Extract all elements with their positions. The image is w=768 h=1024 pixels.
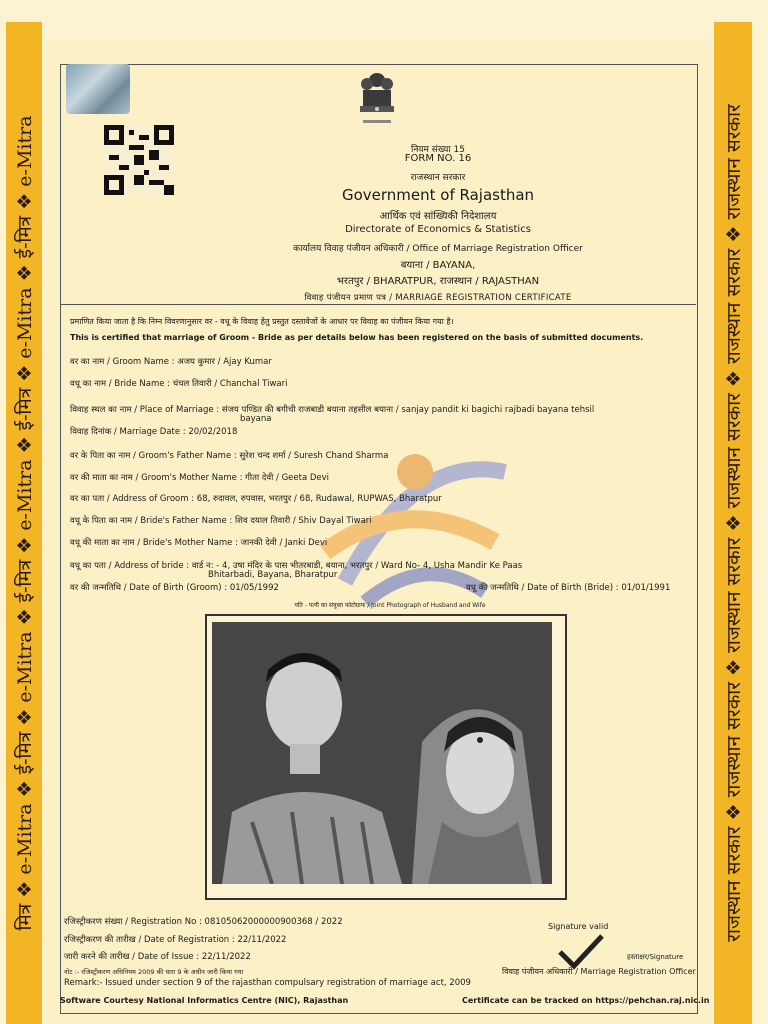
marriage-date-label: विवाह दिनांक / Marriage Date : xyxy=(70,427,186,437)
issue-date-row xyxy=(64,951,251,962)
marriage-date-row xyxy=(70,426,237,437)
qr-code-icon xyxy=(104,124,174,196)
directorate-hindi: आर्थिक एवं सांख्यिकी निदेशालय xyxy=(379,211,497,222)
directorate-title: Directorate of Economics & Statistics xyxy=(345,224,531,235)
bride-mother-label: वधू की माता का नाम / Bride's Mother Name : xyxy=(70,538,238,548)
registration-number-row xyxy=(64,916,343,927)
bride-name-value: चंचल तिवारी / Chanchal Tiwari xyxy=(172,379,288,389)
groom-address-value: 68, रुदावल, रुपवास, भरतपुर / 68, Rudawal, RUPWAS, Bharatpur xyxy=(196,494,442,504)
hologram-sticker xyxy=(66,64,130,114)
rajasthan-strip-text: राजस्थान सरकार ❖ राजस्थान सरकार ❖ राजस्थान सरकार ❖ राजस्थान सरकार ❖ राजस्थान सरकार ❖ राजस्थान सरकार xyxy=(723,104,745,942)
bride-dob-value: 01/01/1991 xyxy=(621,583,671,593)
bride-address-value: वार्ड न: - 4, उषा मंदिर के पास भीतरबाडी, बयाना, भरतपुर / Ward No- 4, Usha Mandir Ke Paas xyxy=(191,561,523,571)
bride-mother-value: जानकी देवी / Janki Devi xyxy=(240,538,328,548)
groom-mother-row xyxy=(70,472,329,483)
signature-label: हस्ताक्षर/Signature xyxy=(627,953,684,961)
tehsil: बयाना / BAYANA, xyxy=(400,260,476,271)
certificate-title: विवाह पंजीयन प्रमाण पत्र / MARRIAGE REGISTRATION CERTIFICATE xyxy=(304,293,572,303)
groom-father-value: सुरेश चन्द शर्मा / Suresh Chand Sharma xyxy=(239,451,389,461)
groom-mother-value: गीता देवी / Geeta Devi xyxy=(245,473,330,483)
office-title: कार्यालय विवाह पंजीयन अधिकारी / Office of Marriage Registration Officer xyxy=(293,244,583,254)
header-divider xyxy=(60,304,696,305)
registration-officer-label: विवाह पंजीयन अधिकारी / Marriage Registration Officer xyxy=(502,967,696,976)
groom-name-row xyxy=(70,356,272,367)
registration-date-row xyxy=(64,934,286,945)
groom-name-label: वर का नाम / Groom Name : xyxy=(70,357,175,367)
rajasthan-sarkar-side-strip xyxy=(714,22,752,1024)
groom-dob-value: 01/05/1992 xyxy=(229,583,279,593)
bride-name-row xyxy=(70,378,287,389)
rule-number: नियम संख्या 15 xyxy=(410,145,465,155)
groom-father-row xyxy=(70,450,388,461)
registration-number-label: रजिस्ट्रीकरण संख्या / Registration No : xyxy=(64,917,202,927)
bride-father-value: शिव दयाल तिवारी / Shiv Dayal Tiwari xyxy=(234,516,372,526)
place-row xyxy=(70,404,594,415)
software-credit: Software Courtesy National Informatics Centre (NIC), Rajasthan xyxy=(60,996,349,1005)
note-hindi: नोट :- रजिस्ट्रीकरण अधिनियम 2009 की धारा 9 के अधीन जारी किया गया xyxy=(64,968,244,976)
place-value-cont: bayana xyxy=(240,414,272,424)
issue-date-label: जारी करने की तारीख / Date of Issue : xyxy=(64,952,200,962)
intro-english: This is certified that marriage of Groom - Bride as per details below has been registered on the basis of submitted documents. xyxy=(70,333,644,342)
groom-dob-row xyxy=(70,582,279,593)
groom-address-label: वर का पता / Address of Groom : xyxy=(70,494,195,504)
state-hindi: राजस्थान सरकार xyxy=(410,173,466,183)
bride-address-cont: Bhitarbadi, Bayana, Bharatpur xyxy=(208,570,338,580)
groom-address-row xyxy=(70,493,442,504)
issue-date-value: 22/11/2022 xyxy=(201,952,251,962)
form-number: FORM NO. 16 xyxy=(404,153,472,164)
marriage-date-value: 20/02/2018 xyxy=(188,427,238,437)
bride-address-label: वधू का पता / Address of bride : xyxy=(70,561,190,571)
bride-father-row xyxy=(70,515,372,526)
place-value: संजय पण्डित की बगीची राजबाडी बयाना तहसील बयाना / sanjay pandit ki bagichi rajbadi bayana tehsil xyxy=(221,405,595,415)
bride-father-label: वधू के पिता का नाम / Bride's Father Name : xyxy=(70,516,233,526)
registration-number-value: 08105062000000900368 / 2022 xyxy=(204,917,343,927)
registration-date-value: 22/11/2022 xyxy=(237,935,287,945)
bride-dob-row xyxy=(466,582,670,593)
groom-dob-label: वर की जन्मतिथि / Date of Birth (Groom) : xyxy=(70,583,228,593)
place-label: विवाह स्थल का नाम / Place of Marriage : xyxy=(70,405,220,415)
bride-mother-row xyxy=(70,537,327,548)
groom-name-value: अजय कुमार / Ajay Kumar xyxy=(177,357,272,367)
emitra-strip-text: मित्र ❖ e-Mitra ❖ ई-मित्र ❖ e-Mitra ❖ ई-मित्र ❖ e-Mitra ❖ ई-मित्र ❖ e-Mitra ❖ ई-मित्र ❖ e-Mitra xyxy=(14,115,36,931)
tracking-info: Certificate can be tracked on https://pehchan.raj.nic.in xyxy=(462,996,710,1005)
joint-photograph xyxy=(212,622,552,884)
signature-valid-check-icon xyxy=(556,932,606,970)
groom-mother-label: वर की माता का नाम / Groom's Mother Name : xyxy=(70,473,243,483)
emitra-side-strip xyxy=(6,22,42,1024)
district: भरतपुर / BHARATPUR, राजस्थान / RAJASTHAN xyxy=(336,276,540,287)
bride-dob-label: वधू की जन्मतिथि / Date of Birth (Bride) : xyxy=(466,583,619,593)
registration-date-label: रजिस्ट्रीकरण की तारीख / Date of Registration : xyxy=(64,935,235,945)
photo-caption: पति - पत्नी का संयुक्त फोटोग्राफ / Joint Photograph of Husband and Wife xyxy=(294,602,486,609)
government-title: Government of Rajasthan xyxy=(341,186,535,204)
groom-father-label: वर के पिता का नाम / Groom's Father Name : xyxy=(70,451,237,461)
remark: Remark:- Issued under section 9 of the rajasthan compulsary registration of marriage act, 2009 xyxy=(64,978,471,988)
bride-name-label: वधू का नाम / Bride Name : xyxy=(70,379,171,389)
signature-valid-label: Signature valid xyxy=(548,922,609,931)
intro-hindi: प्रमाणित किया जाता है कि निम्न विवरणानुसार वर - वधू के विवाह हेतु प्रस्तुत दस्तावेजों के आधार पर विवाह का पंजीयन किया गया है। xyxy=(70,317,454,326)
national-emblem-icon xyxy=(355,70,399,134)
